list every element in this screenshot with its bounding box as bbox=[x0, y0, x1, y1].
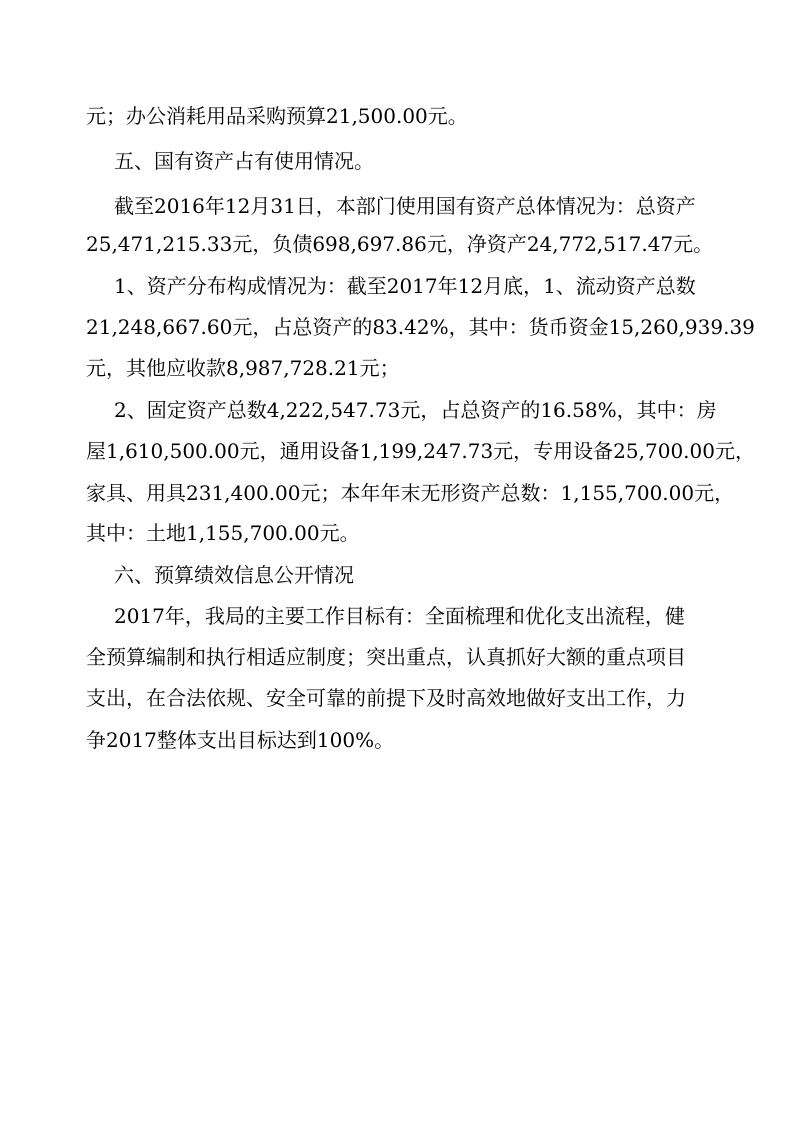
paragraph-line: 家具、用具231,400.00元；本年年末无形资产总数：1,155,700.00元， bbox=[86, 481, 735, 505]
paragraph-line: 2、固定资产总数4,222,547.73元，占总资产的16.58%，其中：房 bbox=[114, 398, 717, 422]
paragraph-line: 截至2016年12月31日，本部门使用国有资产总体情况为：总资产 bbox=[114, 194, 696, 218]
section-heading-6: 六、预算绩效信息公开情况 bbox=[114, 563, 354, 587]
paragraph-line: 1、资产分布构成情况为：截至2017年12月底，1、流动资产总数 bbox=[114, 274, 696, 298]
paragraph-line: 屋1,610,500.00元，通用设备1,199,247.73元，专用设备25,700.00元， bbox=[86, 439, 755, 463]
paragraph-line: 争2017整体支出目标达到100%。 bbox=[86, 728, 395, 752]
paragraph-line: 支出，在合法依规、安全可靠的前提下及时高效地做好支出工作，力 bbox=[86, 686, 686, 710]
paragraph-line-budget-end: 元；办公消耗用品采购预算21,500.00元。 bbox=[86, 104, 468, 128]
paragraph-line: 25,471,215.33元，负债698,697.86元，净资产24,772,517.47元。 bbox=[86, 232, 714, 256]
paragraph-line: 21,248,667.60元，占总资产的83.42%，其中：货币资金15,260,939.39 bbox=[86, 315, 755, 339]
paragraph-line: 其中：土地1,155,700.00元。 bbox=[86, 521, 360, 545]
paragraph-line: 全预算编制和执行相适应制度；突出重点，认真抓好大额的重点项目 bbox=[86, 645, 686, 669]
paragraph-line: 元，其他应收款8,987,728.21元； bbox=[86, 356, 400, 380]
paragraph-line: 2017年，我局的主要工作目标有：全面梳理和优化支出流程，健 bbox=[114, 604, 685, 628]
section-heading-5: 五、国有资产占有使用情况。 bbox=[114, 149, 374, 173]
